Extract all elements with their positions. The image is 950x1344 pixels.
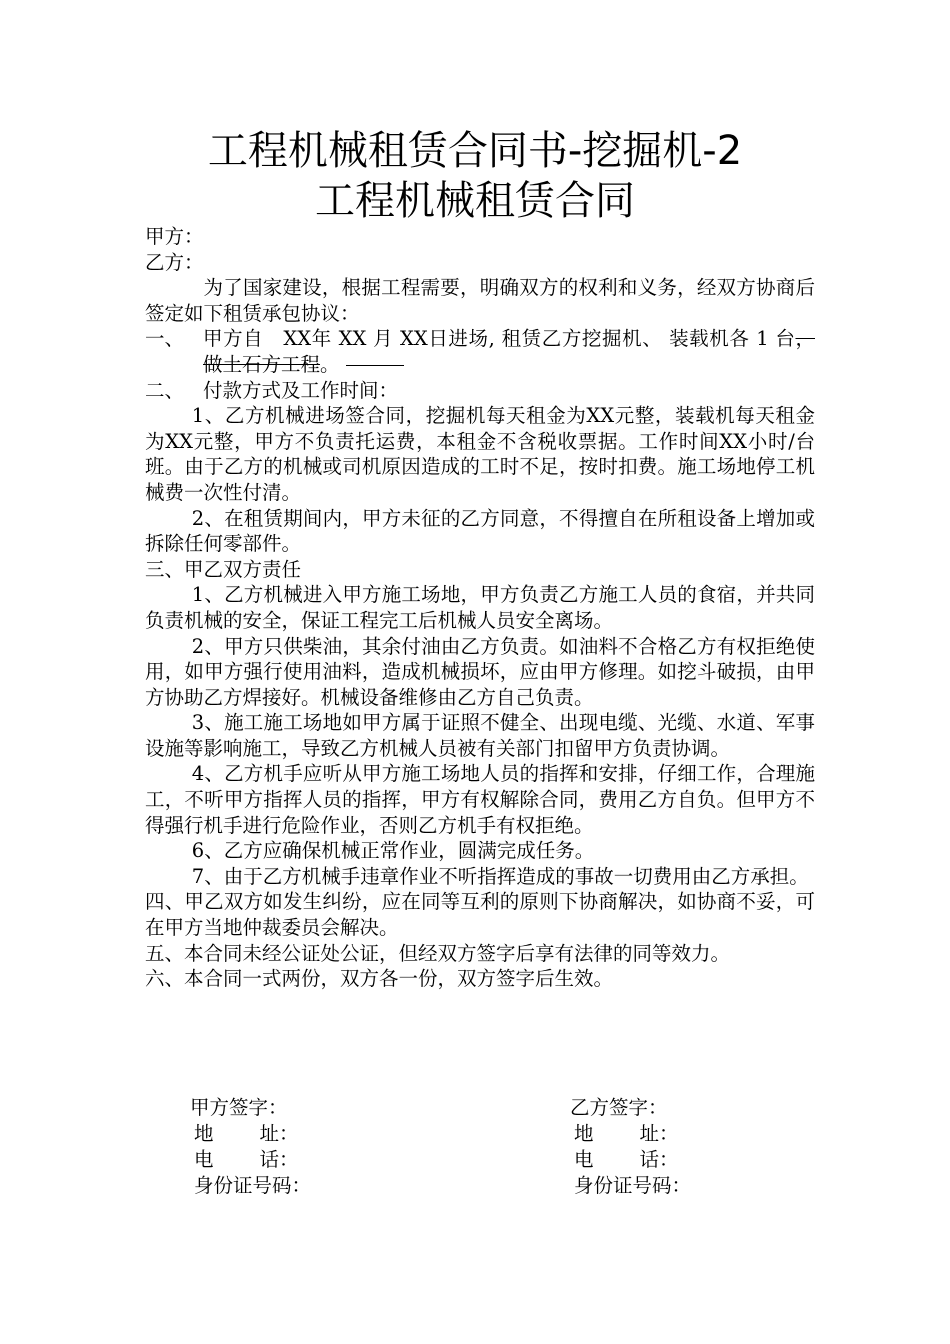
party-b-line: 乙方： bbox=[145, 250, 204, 274]
section-4: 四、甲乙双方如发生纠纷，应在同等互利的原则下协商解决，如协商不妥，可在甲方当地仲裁委员会解决。 bbox=[145, 890, 815, 940]
party-a-id-label: 身份证号码： bbox=[194, 1174, 312, 1197]
section-1-text bbox=[203, 326, 815, 377]
address-label-part1: 地 bbox=[574, 1122, 594, 1145]
document-title: 工程机械租赁合同书-挖掘机-2 bbox=[207, 128, 743, 174]
phone-label-part2: 话： bbox=[259, 1148, 299, 1171]
intro-paragraph: 为了国家建设，根据工程需要，明确双方的权利和义务，经双方协商后签定如下租赁承包协议： bbox=[145, 276, 815, 325]
party-b-phone-label bbox=[570, 1147, 691, 1173]
section-3-heading: 三、甲乙双方责任 bbox=[145, 557, 302, 581]
phone-label-part1: 电 bbox=[194, 1148, 214, 1171]
section-3-clause-2: 2、甲方只供柴油，其余付油由乙方负责。如油料不合格乙方有权拒绝使用，如甲方强行使用油料，造成机械损坏，应由甲方修理。如挖斗破损，由甲方协助乙方焊接好。机械设备维修由乙方自己负责。 bbox=[145, 634, 815, 709]
section-1-end: 。 bbox=[320, 352, 340, 376]
contract-body bbox=[145, 224, 815, 992]
section-1 bbox=[145, 326, 815, 377]
address-label-part2: 址： bbox=[639, 1122, 679, 1145]
party-b-signature-block bbox=[570, 1095, 691, 1199]
document-subtitle: 工程机械租赁合同 bbox=[315, 178, 635, 224]
address-label-part1: 地 bbox=[194, 1122, 214, 1145]
address-label-part2: 址： bbox=[259, 1122, 299, 1145]
party-a-address-label bbox=[190, 1121, 311, 1147]
party-a-sign-label: 甲方签字： bbox=[190, 1096, 288, 1119]
section-3-clause-7: 7、由于乙方机械手违章作业不听指挥造成的事故一切费用由乙方承担。 bbox=[191, 864, 809, 888]
section-3-clause-1: 1、乙方机械进入甲方施工场地，甲方负责乙方施工人员的食宿，并共同负责机械的安全，保证工程完工后机械人员安全离场。 bbox=[145, 583, 815, 632]
section-1-struck-text: ，做土石方工程 bbox=[203, 327, 815, 376]
phone-label-part1: 电 bbox=[574, 1148, 594, 1171]
section-5: 五、本合同未经公证处公证，但经双方签字后享有法律的同等效力。 bbox=[145, 941, 731, 965]
section-2-clause-1: 1、乙方机械进场签合同，挖掘机每天租金为XX元整，装载机每天租金为XX元整，甲方不负责托运费，本租金不含税收票据。工作时间XX小时/台班。由于乙方的机械或司机原因造成的工时不足，按时扣费。施工场地停工机械费一次性付清。 bbox=[145, 404, 815, 504]
section-3-clause-6: 6、乙方应确保机械正常作业，圆满完成任务。 bbox=[191, 839, 595, 863]
section-3-clause-4: 4、乙方机手应听从甲方施工场地人员的指挥和安排，仔细工作，合理施工，不听甲方指挥人员的指挥，甲方有权解除合同，费用乙方自负。但甲方不得强行机手进行危险作业，否则乙方机手有权拒绝。 bbox=[145, 762, 815, 837]
section-2-heading bbox=[145, 378, 815, 404]
section-2-number: 二、 bbox=[145, 378, 185, 402]
section-2-clause-2: 2、在租赁期间内，甲方未征的乙方同意，不得擅自在所租设备上增加或拆除任何零部件。 bbox=[145, 506, 815, 556]
party-b-sign-label: 乙方签字： bbox=[570, 1096, 668, 1119]
party-a-signature-block bbox=[190, 1095, 311, 1199]
party-b-id-label: 身份证号码： bbox=[574, 1174, 692, 1197]
party-b-address-label bbox=[570, 1121, 691, 1147]
party-a-phone-label bbox=[190, 1147, 311, 1173]
phone-label-part2: 话： bbox=[639, 1148, 679, 1171]
section-1-number: 一、 bbox=[145, 327, 185, 351]
party-a-line: 甲方： bbox=[145, 225, 204, 248]
section-6: 六、本合同一式两份，双方各一份，双方签字后生效。 bbox=[145, 967, 614, 991]
section-3-clause-3: 3、施工施工场地如甲方属于证照不健全、出现电缆、光缆、水道、军事设施等影响施工，导致乙方机械人员被有关部门扣留甲方负责协调。 bbox=[145, 711, 815, 760]
section-2-title: 付款方式及工作时间： bbox=[203, 378, 399, 402]
blank-line bbox=[346, 365, 404, 366]
section-1-main: 甲方自 XX年 XX 月 XX日进场, 租赁乙方挖掘机、 装载机各 1 台 bbox=[203, 327, 796, 351]
